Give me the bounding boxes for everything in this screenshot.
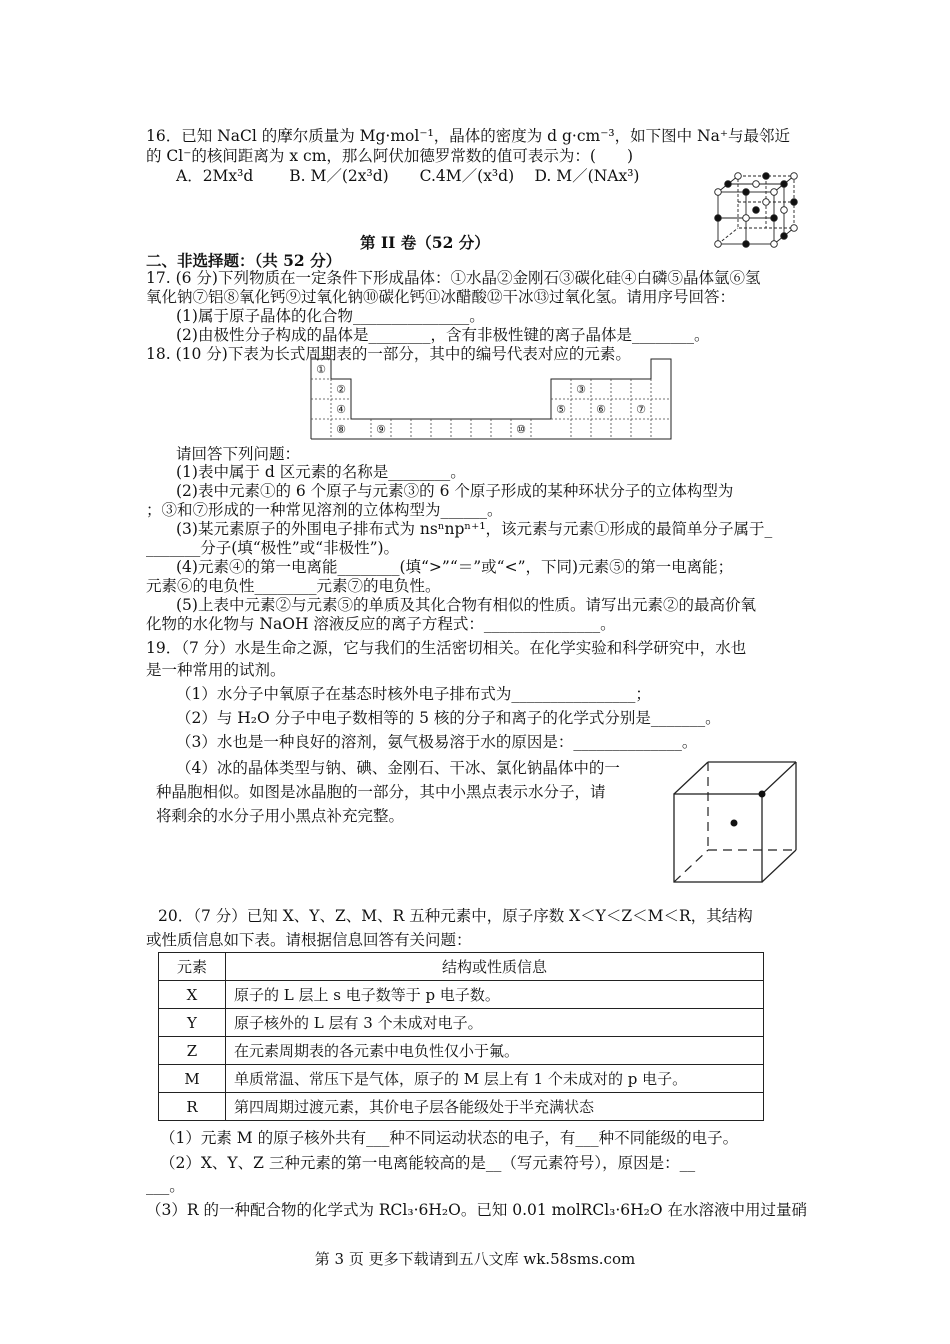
pt-label-4: ④ — [336, 403, 346, 416]
periodic-table-fragment — [310, 358, 672, 440]
q19-part4a: （4）冰的晶体类型与钠、碘、金刚石、干冰、氯化钠晶体中的一 — [176, 759, 620, 777]
element-info-table — [158, 952, 764, 1121]
section-heading: 二、非选择题：（共 52 分） — [146, 251, 342, 270]
section-title: 第 II 卷（52 分） — [360, 233, 490, 252]
table-cell-element: R — [159, 1093, 226, 1121]
table-cell-element: Y — [159, 1009, 226, 1037]
q18-part4b: 元素⑥的电负性________元素⑦的电负性。 — [146, 577, 441, 595]
q18-line1: 18. (10 分)下表为长式周期表的一部分，其中的编号代表对应的元素。 — [146, 345, 631, 363]
pt-label-7: ⑦ — [636, 403, 646, 416]
table-cell-info: 单质常温、常压下是气体，原子的 M 层上有 1 个未成对的 p 电子。 — [226, 1065, 764, 1093]
table-cell-element: Z — [159, 1037, 226, 1065]
q18-part2a: (2)表中元素①的 6 个原子与元素③的 6 个原子形成的某种环状分子的立体构型为 — [176, 482, 734, 500]
pt-label-6: ⑥ — [596, 403, 606, 416]
q19-part4c: 将剩余的水分子用小黑点补充完整。 — [156, 807, 405, 825]
q18-part3a: (3)某元素原子的外围电子排布式为 nsⁿnpⁿ⁺¹，该元素与元素①形成的最简单分子属于_ — [176, 520, 773, 538]
ice-crystal-cube-diagram — [668, 756, 800, 886]
q19-part4b: 种晶胞相似。如图是冰晶胞的一部分，其中小黑点表示水分子，请 — [156, 783, 606, 801]
q19-part3: （3）水也是一种良好的溶剂，氨气极易溶于水的原因是：______________。 — [176, 733, 698, 751]
pt-label-1: ① — [316, 363, 326, 376]
q19-line2: 是一种常用的试剂。 — [146, 661, 286, 679]
table-header-row — [159, 953, 764, 981]
pt-label-9: ⑨ — [376, 423, 386, 436]
q16-options: A．2Mx³d B. M／(2x³d) C.4M／(x³d) D. M／(NAx³) — [176, 167, 640, 185]
q17-line2: 氧化钠⑦铝⑧氧化钙⑨过氧化钠⑩碳化钙⑪冰醋酸⑫干冰⑬过氧化氢。请用序号回答： — [146, 288, 736, 306]
q18-part4a: (4)元素④的第一电离能________(填“>”“＝”或“<”，下同)元素⑤的第一电离能； — [176, 558, 734, 576]
table-cell-element: M — [159, 1065, 226, 1093]
q18-part1: (1)表中属于 d 区元素的名称是________。 — [176, 463, 466, 481]
q20-line2: 或性质信息如下表。请根据信息回答有关问题： — [146, 931, 472, 949]
pt-label-3: ③ — [576, 383, 586, 396]
table-row — [159, 1009, 764, 1037]
table-cell-info: 在元素周期表的各元素中电负性仅小于氟。 — [226, 1037, 764, 1065]
table-header-info: 结构或性质信息 — [226, 953, 764, 981]
q17-part1: (1)属于原子晶体的化合物_______________。 — [176, 307, 485, 325]
table-row — [159, 1037, 764, 1065]
q18-part5a: (5)上表中元素②与元素⑤的单质及其化合物有相似的性质。请写出元素②的最高价氧 — [176, 596, 756, 614]
q20-part2a: （2）X、Y、Z 三种元素的第一电离能较高的是__（写元素符号），原因是：__ — [160, 1154, 696, 1172]
q20-line1: 20．（7 分）已知 X、Y、Z、M、R 五种元素中，原子序数 X＜Y＜Z＜M＜R，其结构 — [158, 907, 753, 925]
q19-line1: 19．（7 分）水是生命之源，它与我们的生活密切相关。在化学实验和科学研究中，水也 — [146, 639, 747, 657]
q16-line2: 的 Cl⁻的核间距离为 x cm，那么阿伏加德罗常数的值可表示为：( ) — [146, 147, 633, 165]
pt-label-5: ⑤ — [556, 403, 566, 416]
q18-intro: 请回答下列问题： — [176, 445, 301, 463]
table-cell-info: 原子的 L 层上 s 电子数等于 p 电子数。 — [226, 981, 764, 1009]
q19-part1: （1）水分子中氧原子在基态时核外电子排布式为________________； — [176, 685, 651, 703]
pt-label-2: ② — [336, 383, 346, 396]
table-row — [159, 981, 764, 1009]
page-footer: 第 3 页 更多下载请到五八文库 wk.58sms.com — [314, 1250, 636, 1268]
table-cell-element: X — [159, 981, 226, 1009]
table-row — [159, 1093, 764, 1121]
table-row — [159, 1065, 764, 1093]
pt-label-8: ⑧ — [336, 423, 346, 436]
q20-part2b: ___。 — [146, 1177, 185, 1195]
q20-part3: （3）R 的一种配合物的化学式为 RCl₃·6H₂O。已知 0.01 molRCl₃·6H₂O 在水溶液中用过量硝 — [146, 1201, 808, 1219]
table-header-element: 元素 — [159, 953, 226, 981]
q20-part1: （1）元素 M 的原子核外共有___种不同运动状态的电子，有___种不同能级的电子。 — [160, 1129, 739, 1147]
q19-part2: （2）与 H₂O 分子中电子数相等的 5 核的分子和离子的化学式分别是_______。 — [176, 709, 721, 727]
q17-line1: 17. (6 分)下列物质在一定条件下形成晶体：①水晶②金刚石③碳化硅④白磷⑤晶体氩⑥氢 — [146, 269, 761, 287]
q18-part5b: 化物的水化物与 NaOH 溶液反应的离子方程式：_______________。 — [146, 615, 616, 633]
q18-part3b: _______分子(填“极性”或“非极性”)。 — [146, 539, 400, 557]
q16-line1: 16．已知 NaCl 的摩尔质量为 Mg·mol⁻¹，晶体的密度为 d g·cm⁻³，如下图中 Na⁺与最邻近 — [146, 127, 791, 145]
q18-part2b: ；③和⑦形成的一种常见溶剂的立体构型为______。 — [146, 501, 503, 519]
table-cell-info: 原子核外的 L 层有 3 个未成对电子。 — [226, 1009, 764, 1037]
nacl-crystal-diagram — [714, 172, 804, 248]
q17-part2: (2)由极性分子构成的晶体是________，含有非极性键的离子晶体是________。 — [176, 326, 710, 344]
pt-label-10: ⑩ — [516, 423, 526, 436]
table-cell-info: 第四周期过渡元素，其价电子层各能级处于半充满状态 — [226, 1093, 764, 1121]
